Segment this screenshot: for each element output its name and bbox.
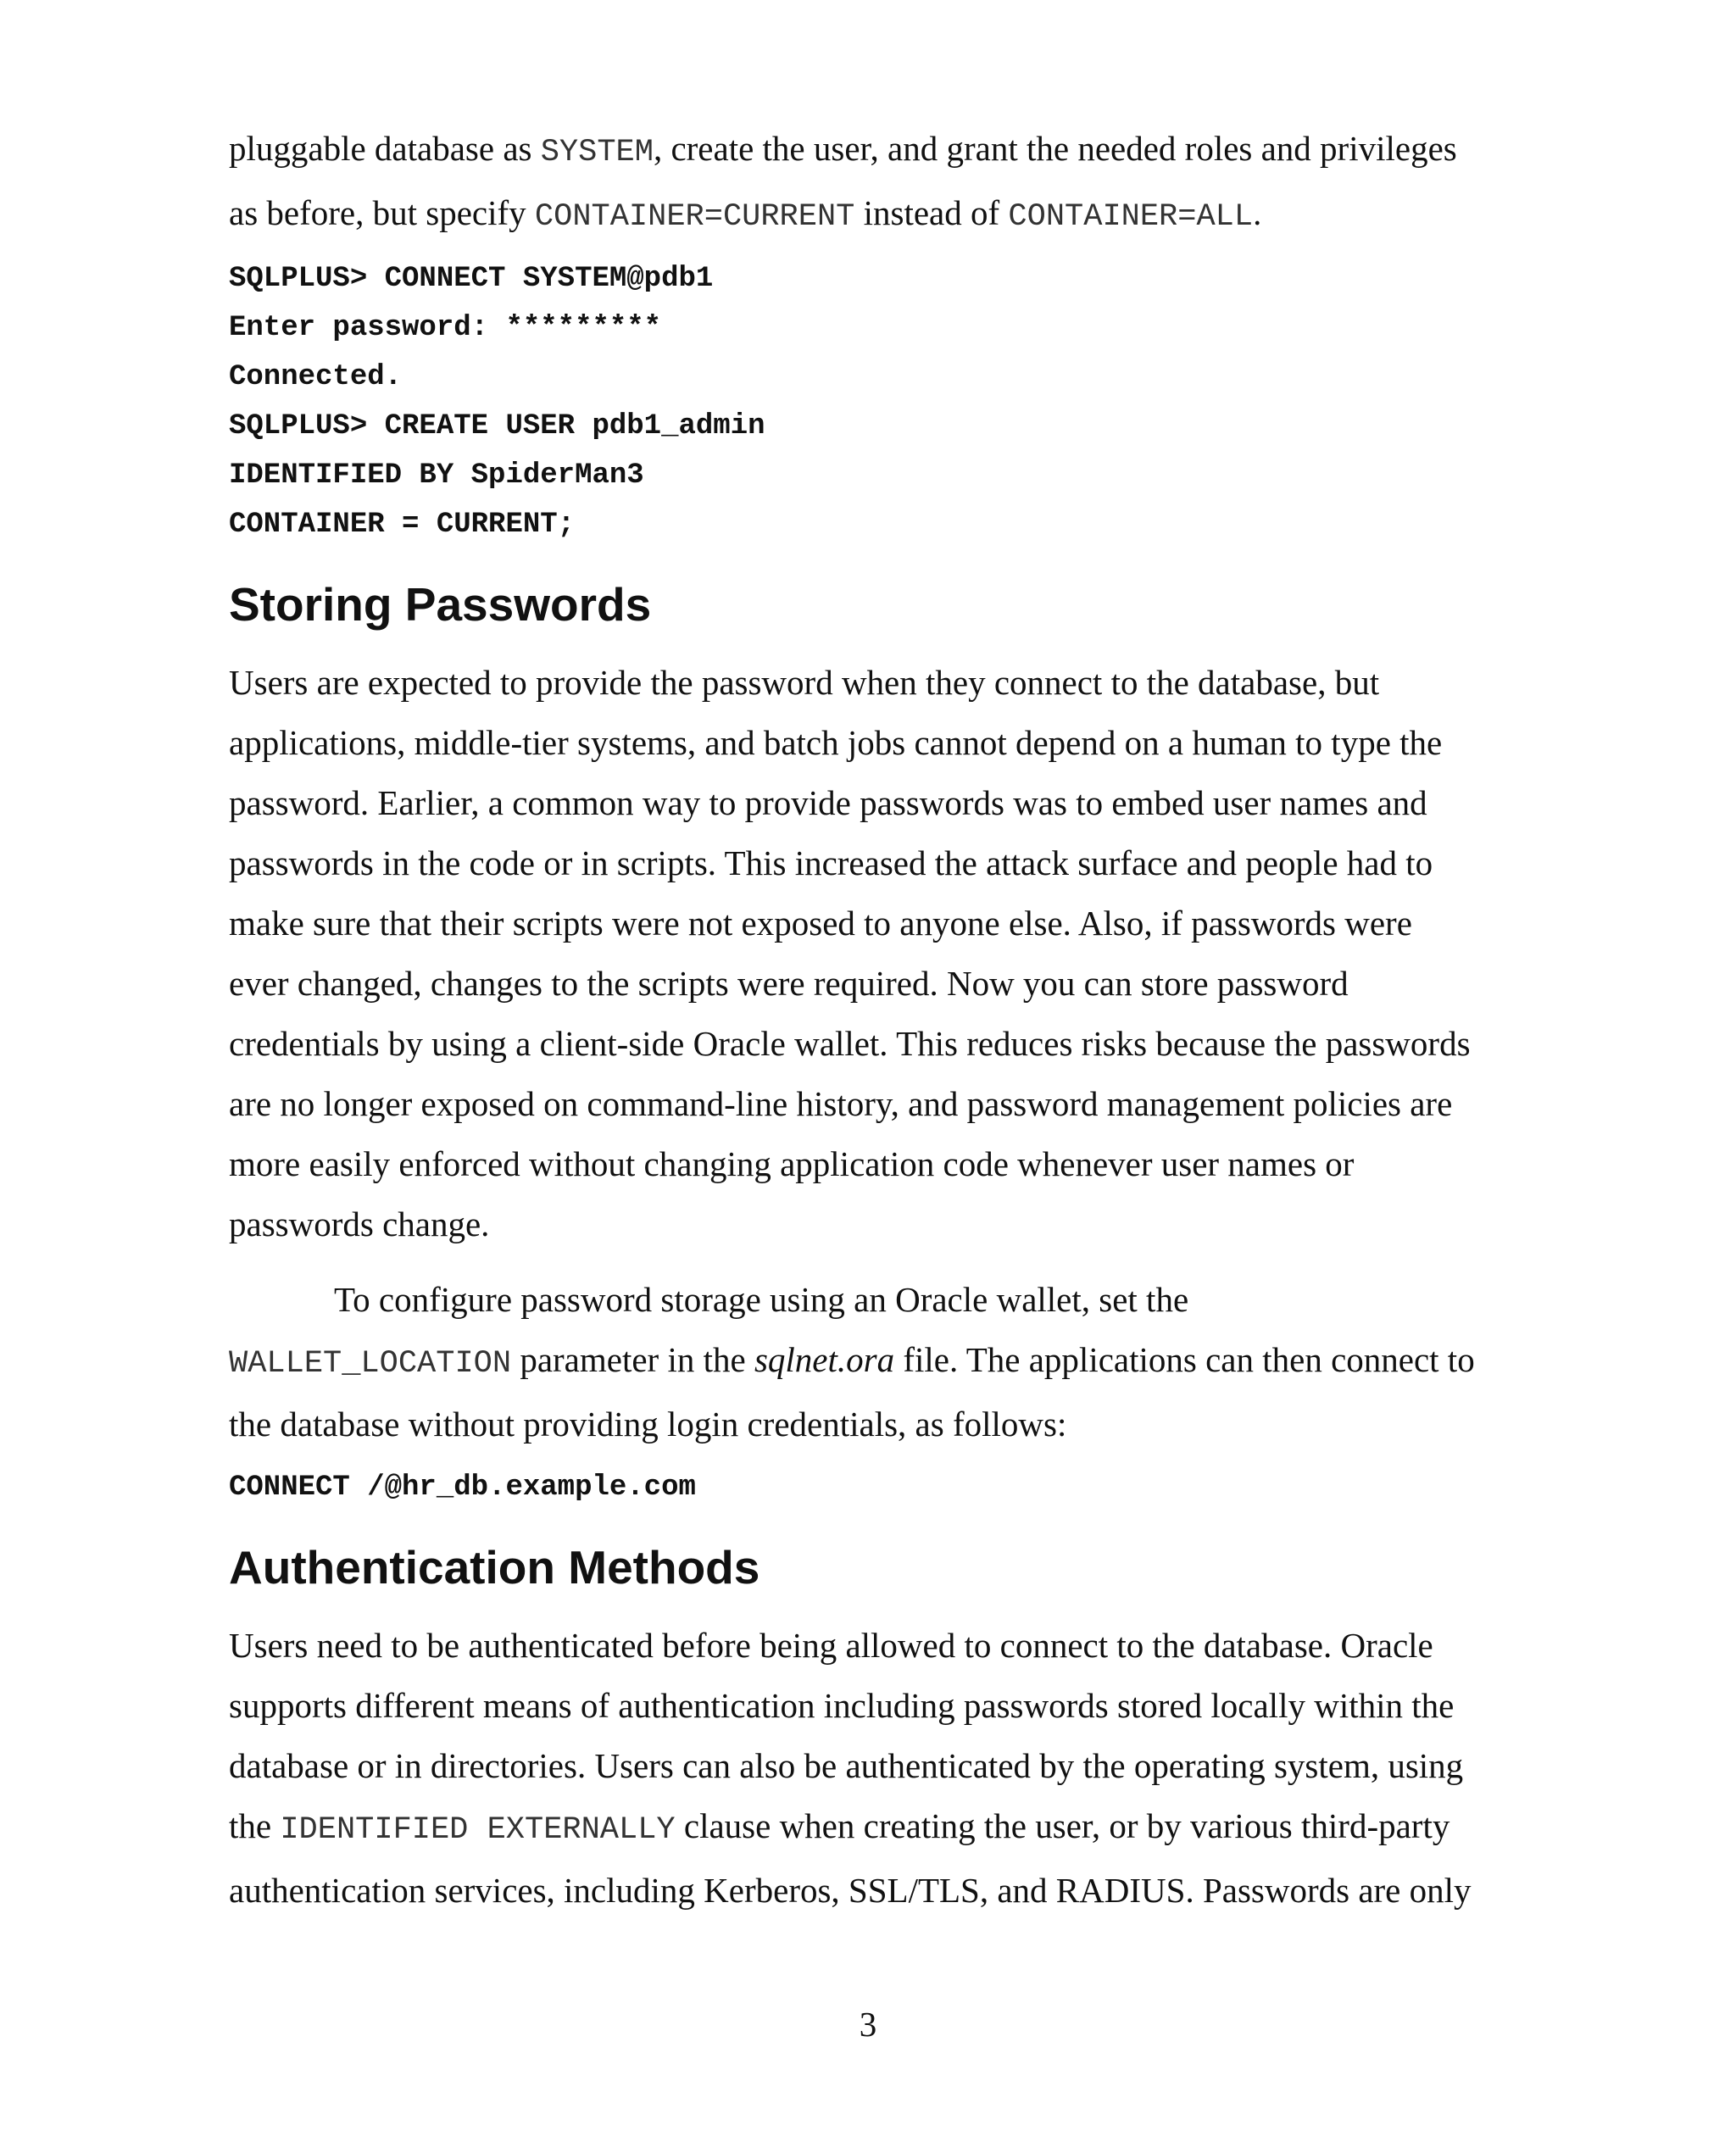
text-line: To configure password storage using an Oracle wallet, set the (334, 1280, 1189, 1319)
code-line: IDENTIFIED BY SpiderMan3 (229, 459, 644, 492)
text-line (229, 183, 1517, 248)
page-number: 3 (859, 2005, 877, 2044)
code-line: SQLPLUS> CONNECT SYSTEM@pdb1 (229, 263, 714, 295)
body-paragraph (229, 1270, 1517, 1455)
text-line: database or in directories. Users can also be authenticated by the operating system, using (229, 1746, 1464, 1785)
code-block (229, 254, 1517, 549)
code-line: CONTAINER = CURRENT; (229, 509, 576, 541)
text-line: passwords change. (229, 1204, 490, 1243)
text-line: Users are expected to provide the password when they connect to the database, but (229, 663, 1380, 702)
text-line: the database without providing login credentials, as follows: (229, 1405, 1067, 1444)
text-line: are no longer exposed on command-line history, and password management policies are (229, 1084, 1453, 1123)
body-paragraph (229, 653, 1517, 1255)
code-line: SQLPLUS> CREATE USER pdb1_admin (229, 410, 765, 442)
text: clause when creating the user, or by various third-party (675, 1806, 1450, 1845)
text: instead of (854, 193, 1009, 232)
code-line: Connected. (229, 361, 403, 393)
inline-code: CONTAINER=ALL (1008, 199, 1254, 235)
text: . (1253, 193, 1262, 232)
filename-text: sqlnet.ora (754, 1340, 895, 1379)
text-line: ever changed, changes to the scripts were required. Now you can store password (229, 964, 1349, 1003)
text-line: passwords in the code or in scripts. This increased the attack surface and people had to (229, 843, 1433, 882)
text-line: password. Earlier, a common way to provide passwords was to embed user names and (229, 783, 1427, 822)
section-heading: Authentication Methods (229, 1541, 760, 1594)
text-line: supports different means of authentication including passwords stored locally within the (229, 1686, 1455, 1725)
text: parameter in the (511, 1340, 754, 1379)
intro-paragraph (229, 119, 1517, 248)
text-line (229, 1796, 1517, 1861)
inline-code: WALLET_LOCATION (229, 1346, 512, 1382)
text-line: make sure that their scripts were not exposed to anyone else. Also, if passwords were (229, 904, 1412, 943)
text-line: authentication services, including Kerberos, SSL/TLS, and RADIUS. Passwords are only (229, 1871, 1472, 1910)
page-body (229, 119, 1517, 1921)
text-line (229, 1330, 1517, 1394)
inline-code: SYSTEM (540, 135, 654, 170)
text-line: applications, middle-tier systems, and batch jobs cannot depend on a human to type the (229, 723, 1443, 762)
text-line: Users need to be authenticated before being allowed to connect to the database. Oracle (229, 1626, 1433, 1665)
inline-code: CONTAINER=CURRENT (534, 199, 855, 235)
text-line: credentials by using a client-side Oracle wallet. This reduces risks because the passwords (229, 1024, 1471, 1063)
code-line: Enter password: ********* (229, 312, 662, 344)
text: the (229, 1806, 281, 1845)
body-paragraph (229, 1616, 1517, 1921)
inline-code: IDENTIFIED EXTERNALLY (280, 1812, 676, 1848)
text: , create the user, and grant the needed roles and privileges (653, 129, 1457, 168)
code-line: CONNECT /@hr_db.example.com (229, 1471, 696, 1504)
section-heading: Storing Passwords (229, 578, 652, 631)
text-line: more easily enforced without changing application code whenever user names or (229, 1144, 1355, 1183)
text: as before, but specify (229, 193, 535, 232)
text-line (229, 119, 1517, 183)
text: pluggable database as (229, 129, 541, 168)
text: file. The applications can then connect to (894, 1340, 1475, 1379)
